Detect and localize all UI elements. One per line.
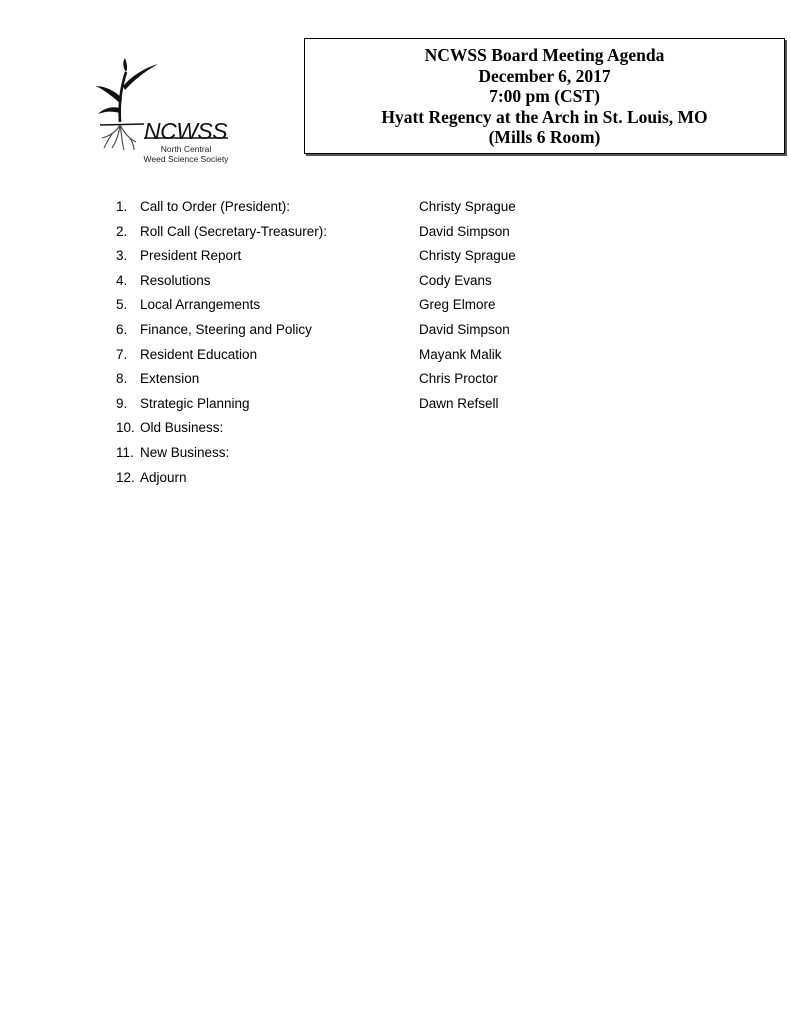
logo-subtitle-line2: Weed Science Society bbox=[143, 154, 229, 164]
agenda-presenter: Chris Proctor bbox=[419, 371, 498, 387]
agenda-presenter: Christy Sprague bbox=[419, 248, 516, 264]
agenda-presenter: David Simpson bbox=[419, 223, 510, 239]
agenda-topic: Resident Education bbox=[140, 346, 258, 362]
agenda-number: 2. bbox=[116, 223, 128, 239]
agenda-item bbox=[116, 418, 616, 443]
agenda-number: 1. bbox=[116, 199, 128, 214]
logo-title: NCWSS bbox=[144, 118, 228, 144]
agenda-number: 11. bbox=[116, 444, 134, 460]
agenda-topic: Resolutions bbox=[140, 272, 211, 288]
agenda-topic: President Report bbox=[140, 248, 242, 264]
agenda-topic: Adjourn bbox=[140, 469, 187, 485]
logo-subtitle-line1: North Central bbox=[160, 144, 212, 154]
agenda-item bbox=[116, 468, 616, 493]
agenda-number: 8. bbox=[116, 371, 128, 387]
logo-subtitle bbox=[140, 144, 232, 164]
agenda-number: 9. bbox=[116, 395, 128, 411]
agenda-number: 6. bbox=[116, 321, 128, 337]
agenda-number: 7. bbox=[116, 346, 128, 362]
agenda-number: 5. bbox=[116, 297, 128, 313]
agenda-topic: Call to Order (President): bbox=[140, 199, 291, 214]
agenda-topic: New Business: bbox=[140, 444, 230, 460]
agenda-topic: Roll Call (Secretary-Treasurer): bbox=[140, 223, 328, 239]
agenda-item bbox=[116, 295, 616, 320]
agenda-presenter: David Simpson bbox=[419, 321, 510, 337]
header-venue: Hyatt Regency at the Arch in St. Louis, MO bbox=[381, 106, 708, 127]
agenda-topic: Local Arrangements bbox=[140, 297, 261, 313]
agenda-list bbox=[116, 197, 616, 492]
agenda-number: 12. bbox=[116, 469, 135, 485]
agenda-number: 4. bbox=[116, 272, 128, 288]
agenda-item bbox=[116, 271, 616, 296]
header-title: NCWSS Board Meeting Agenda bbox=[424, 45, 665, 65]
agenda-header-box bbox=[304, 38, 785, 154]
agenda-topic: Extension bbox=[140, 371, 200, 387]
agenda-presenter: Christy Sprague bbox=[419, 199, 516, 214]
agenda-topic: Finance, Steering and Policy bbox=[140, 321, 312, 337]
agenda-number: 10. bbox=[116, 420, 135, 436]
agenda-topic: Strategic Planning bbox=[140, 395, 250, 411]
agenda-item bbox=[116, 320, 616, 345]
agenda-item bbox=[116, 369, 616, 394]
agenda-number: 3. bbox=[116, 248, 128, 264]
agenda-item bbox=[116, 443, 616, 468]
agenda-presenter: Dawn Refsell bbox=[419, 395, 499, 411]
header-date: December 6, 2017 bbox=[478, 65, 611, 86]
agenda-item bbox=[116, 394, 616, 419]
agenda-topic: Old Business: bbox=[140, 420, 224, 436]
agenda-item bbox=[116, 197, 616, 222]
agenda-item bbox=[116, 246, 616, 271]
header-time: 7:00 pm (CST) bbox=[489, 86, 600, 106]
agenda-item bbox=[116, 222, 616, 247]
agenda-presenter: Mayank Malik bbox=[419, 346, 502, 362]
header-room: (Mills 6 Room) bbox=[488, 127, 601, 147]
ncwss-logo bbox=[92, 56, 242, 168]
agenda-presenter: Greg Elmore bbox=[419, 297, 496, 313]
agenda-presenter: Cody Evans bbox=[419, 272, 492, 288]
agenda-item bbox=[116, 345, 616, 370]
